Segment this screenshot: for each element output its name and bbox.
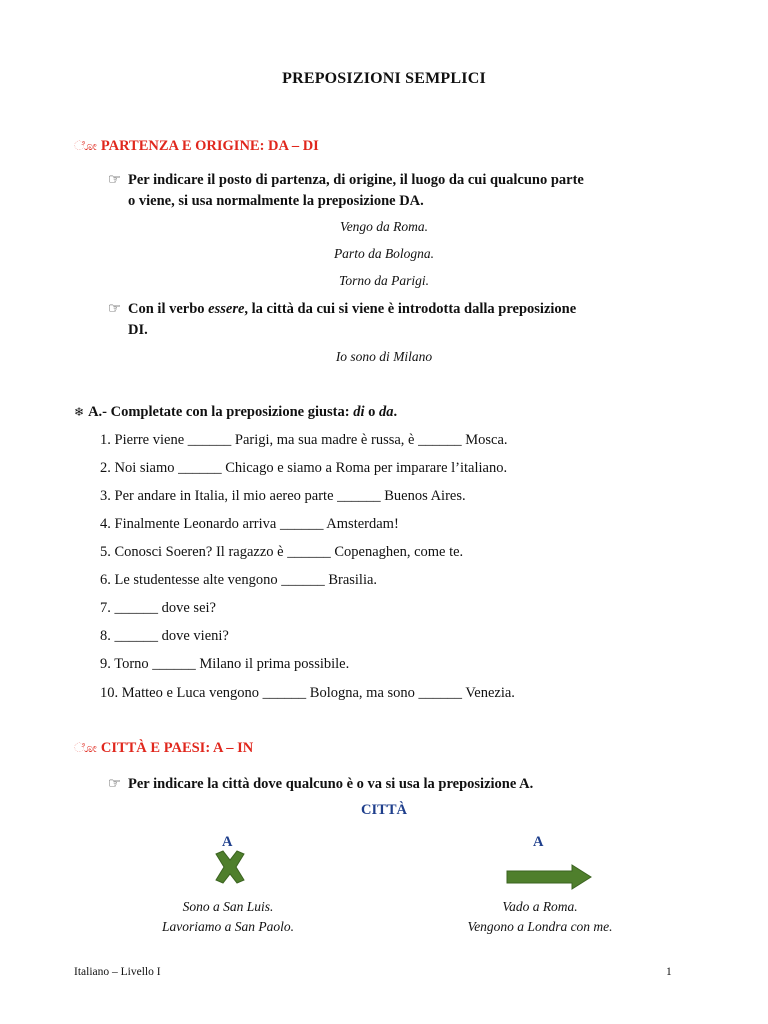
exercise-or: o xyxy=(364,404,379,420)
exercise-instruction: - Completate con la preposizione giusta: xyxy=(102,404,354,420)
rule-text-line1: Per indicare il posto di partenza, di origine, il luogo da cui qualcuno parte xyxy=(128,172,584,188)
exercise-item: 1. Pierre viene ______ Parigi, ma sua madre è russa, è ______ Mosca. xyxy=(100,432,508,448)
option-da: da xyxy=(379,404,394,420)
example-line: Parto da Bologna. xyxy=(333,246,435,261)
exercise-item: 8. ______ dove vieni? xyxy=(100,628,229,644)
section-heading-text: PARTENZA E ORIGINE: DA – DI xyxy=(100,138,319,154)
rule-text: Per indicare la città dove qualcuno è o va si usa la preposizione A. xyxy=(128,776,534,792)
example-line: Torno da Parigi. xyxy=(339,273,429,288)
rule-text-em: essere xyxy=(208,301,245,317)
exercise-item: 4. Finalmente Leonardo arriva ______ Amsterdam! xyxy=(100,516,399,532)
exercise-item: 3. Per andare in Italia, il mio aereo parte ______ Buenos Aires. xyxy=(100,488,466,504)
section-heading-citta xyxy=(74,740,253,757)
exercise-item: 7. ______ dove sei? xyxy=(100,600,216,616)
right-arrow-icon xyxy=(506,864,592,890)
footer-course: Italiano – Livello I xyxy=(74,966,161,978)
example-motion-1: Vado a Roma. xyxy=(502,899,578,914)
pointing-hand-icon: ☞ xyxy=(108,776,121,792)
preposition-label-left: A xyxy=(222,834,233,850)
curly-leaf-icon: ೋ xyxy=(74,138,97,153)
preposition-label-right: A xyxy=(533,834,544,850)
example-line: Vengo da Roma. xyxy=(339,219,429,234)
example-motion-2: Vengono a Londra con me. xyxy=(467,919,613,934)
example-stay-2: Lavoriamo a San Paolo. xyxy=(161,919,294,934)
section-heading-text: CITTÀ E PAESI: A – IN xyxy=(100,740,254,756)
page-number: 1 xyxy=(666,966,672,978)
example-line: Io sono di Milano xyxy=(335,349,433,364)
exercise-item: 6. Le studentesse alte vengono ______ Brasilia. xyxy=(100,572,378,588)
pointing-hand-icon: ☞ xyxy=(108,172,121,188)
pointing-hand-icon: ☞ xyxy=(108,301,121,317)
page-title: PREPOSIZIONI SEMPLICI xyxy=(282,70,486,87)
curly-leaf-icon: ೋ xyxy=(74,740,97,755)
x-cross-icon xyxy=(212,850,248,884)
example-stay-1: Sono a San Luis. xyxy=(182,899,274,914)
exercise-item: 9. Torno ______ Milano il prima possibile. xyxy=(100,656,350,672)
section-heading-partenza xyxy=(74,138,319,155)
rule-text-post: , la città da cui si viene è introdotta dalla preposizione xyxy=(244,301,577,317)
rule-bullet-a xyxy=(108,774,668,795)
exercise-item: 2. Noi siamo ______ Chicago e siamo a Roma per imparare l’italiano. xyxy=(100,460,508,476)
option-di: di xyxy=(353,404,365,420)
rule-bullet-da xyxy=(108,170,668,212)
rule-bullet-di xyxy=(108,299,668,341)
snowflake-icon: ❄ xyxy=(74,405,85,419)
subheading-citta: CITTÀ xyxy=(361,802,407,818)
rule-text-line2: o viene, si usa normalmente la preposizione DA. xyxy=(128,193,424,209)
exercise-heading xyxy=(74,404,397,421)
exercise-end: . xyxy=(393,404,398,420)
exercise-label: A. xyxy=(88,404,103,420)
rule-text-pre: Con il verbo xyxy=(128,301,209,317)
exercise-item: 5. Conosci Soeren? Il ragazzo è ______ Copenaghen, come te. xyxy=(100,544,464,560)
rule-text-line2: DI. xyxy=(128,322,148,338)
exercise-item: 10. Matteo e Luca vengono ______ Bologna, ma sono ______ Venezia. xyxy=(100,685,515,701)
